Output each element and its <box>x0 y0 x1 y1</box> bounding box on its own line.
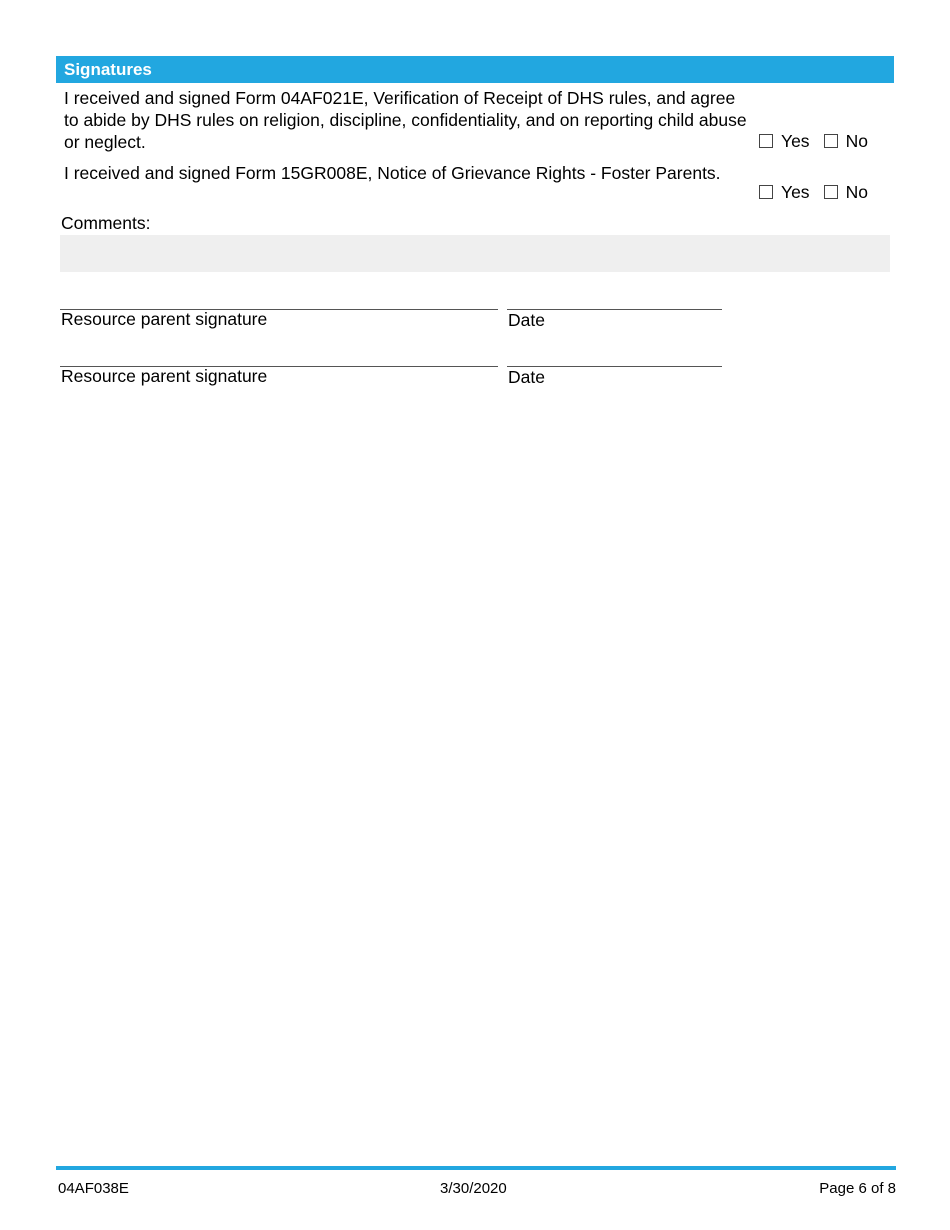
question-1-options <box>759 131 882 151</box>
q2-no-checkbox[interactable] <box>824 185 838 199</box>
question-2-text: I received and signed Form 15GR008E, Notice of Grievance Rights - Foster Parents. <box>64 163 721 183</box>
question-1-text: I received and signed Form 04AF021E, Verification of Receipt of DHS rules, and agree to abide by DHS rules on religion, discipline, confidentiality, and on reporting child abuse or neglect. <box>64 88 747 152</box>
footer-page-number: Page 6 of 8 <box>819 1180 896 1197</box>
q2-yes-checkbox[interactable] <box>759 185 773 199</box>
section-title: Signatures <box>64 60 152 79</box>
q2-no-option[interactable] <box>824 182 868 202</box>
q1-no-checkbox[interactable] <box>824 134 838 148</box>
q1-yes-label: Yes <box>781 131 810 151</box>
date-label-1: Date <box>508 310 545 330</box>
footer-date: 3/30/2020 <box>440 1180 507 1197</box>
comments-label: Comments: <box>61 213 151 233</box>
signature-label-1: Resource parent signature <box>61 309 268 329</box>
signature-label-2: Resource parent signature <box>61 366 268 386</box>
q1-no-option[interactable] <box>824 131 868 151</box>
q2-yes-option[interactable] <box>759 182 810 202</box>
q1-no-label: No <box>845 131 868 151</box>
question-2-options <box>759 182 882 202</box>
footer-form-id: 04AF038E <box>58 1180 129 1197</box>
q2-no-label: No <box>845 182 868 202</box>
comments-field[interactable] <box>60 235 890 272</box>
q1-yes-checkbox[interactable] <box>759 134 773 148</box>
q2-yes-label: Yes <box>781 182 810 202</box>
q1-yes-option[interactable] <box>759 131 810 151</box>
section-header <box>56 56 894 83</box>
footer-divider <box>56 1166 896 1170</box>
date-label-2: Date <box>508 367 545 387</box>
